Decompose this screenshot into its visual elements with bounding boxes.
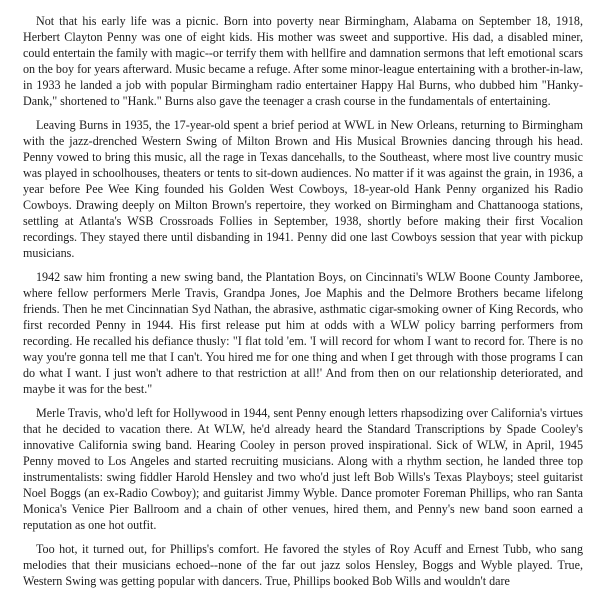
document-page: [23, 13, 583, 597]
paragraph-california: Merle Travis, who'd left for Hollywood in 1944, sent Penny enough letters rhapsodizing over California's virtues that he decided to vacation there. At WLW, he'd already heard the Standard Transcriptions by Spade Cooley's innovative California swing band. Hearing Cooley in person proved inspirational. Sick of WLW, in April, 1945 Penny moved to Los Angeles and started recruiting musicians. Along with a rhythm section, he landed three top instrumentalists: swing fiddler Harold Hensley and two who'd just left Bob Wills's Texas Playboys; steel guitarist Noel Boggs (an ex-Radio Cowboy); and guitarist Jimmy Wyble. Dance promoter Foreman Phillips, who ran Santa Monica's Venice Pier Ballroom and a chain of other venues, hired them, and Penny's new band soon earned a reputation as one hot outfit.: [23, 406, 583, 532]
paragraph-radio-cowboys: Leaving Burns in 1935, the 17-year-old spent a brief period at WWL in New Orleans, returning to Birmingham with the jazz-drenched Western Swing of Milton Brown and His Musical Brownies dancing through his head. Penny vowed to bring this music, all the rage in Texas dancehalls, to the Southeast, where most live country music was played in schoolhouses, theaters or tents to sit-down audiences. No matter if it was against the grain, in 1936, a year before Pee Wee King founded his Golden West Cowboys, 18-year-old Hank Penny organized his Radio Cowboys. Drawing deeply on Milton Brown's repertoire, they worked on Birmingham and Chattanooga stations, settling at Atlanta's WSB Crossroads Follies in September, 1938, shortly before making their first Vocalion recordings. They stayed there until disbanding in 1941. Penny did one last Cowboys session that year with pickup musicians.: [23, 118, 583, 260]
paragraph-phillips: Too hot, it turned out, for Phillips's comfort. He favored the styles of Roy Acuff and Ernest Tubb, who sang melodies that their musicians echoed--none of the far out jazz solos Hensley, Boggs and Wyble played. True, Western Swing was getting popular with dancers. True, Phillips booked Bob Wills and wouldn't dare: [23, 542, 583, 588]
paragraph-plantation-boys: 1942 saw him fronting a new swing band, the Plantation Boys, on Cincinnati's WLW Boone County Jamboree, where fellow performers Merle Travis, Grandpa Jones, Joe Maphis and the Delmore Brothers became lifelong friends. Then he met Cincinnatian Syd Nathan, the abrasive, asthmatic cigar-smoking owner of King Records, who first recorded Penny in 1944. His first release put him at odds with a WLW policy barring performers from recording. He recalled his defiance thusly: "I flat told 'em. 'I will record for whom I want to record for. There is no way you're gonna tell me that I can't. You hired me for one thing and when I get through with those programs I can do what I want. I just won't adhere to that restriction at all!' And from then on our relationship deteriorated, and maybe it was for the best.": [23, 270, 583, 396]
paragraph-early-life: Not that his early life was a picnic. Born into poverty near Birmingham, Alabama on September 18, 1918, Herbert Clayton Penny was one of eight kids. His mother was sweet and supportive. His dad, a disabled miner, could entertain the family with magic--or terrify them with hellfire and damnation sermons that left emotional scars on the boy for years afterward. Music became a refuge. After some minor-league entertaining with a brother-in-law, in 1933 he landed a job with popular Birmingham radio entertainer Happy Hal Burns, who dubbed him "Hanky-Dank," shortened to "Hank." Burns also gave the teenager a crash course in the fundamentals of entertaining.: [23, 14, 583, 108]
